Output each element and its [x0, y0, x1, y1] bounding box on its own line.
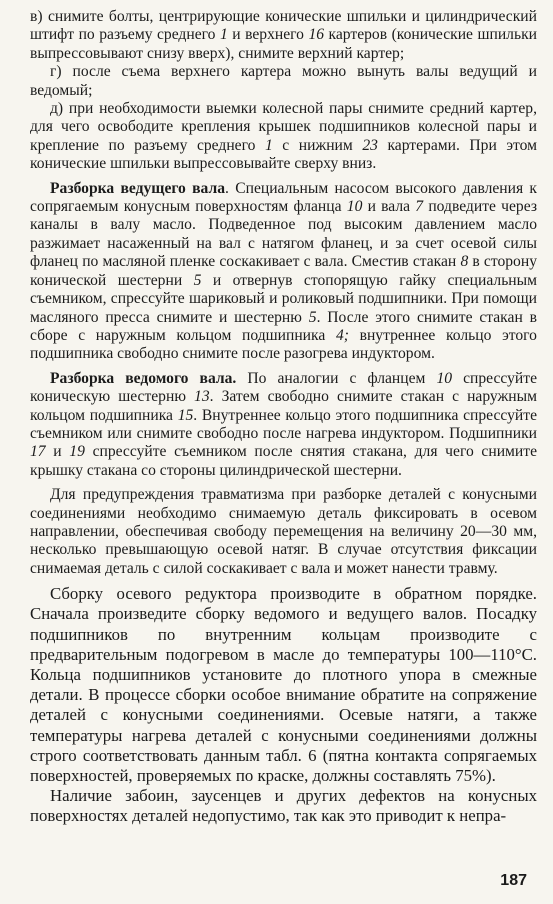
list-item-d: д) при необходимости выемки колесной пары снимите средний картер, для чего освободите крепления крышек подшипников колесной пары и крепление по разъему среднего 1 с нижним 23 картерами. При этом конические шпильки выпрессовывайте сверху вниз. [30, 100, 538, 173]
page-number: 187 [500, 872, 527, 889]
paragraph-safety: Для предупреждения травматизма при разборке деталей с конусными соединениями необходимо снимаемую деталь фиксировать в осевом направлении, обеспечивая свободу перемещения на величину 20—30 мм, несколько превышающую осевой натяг. В случае отсутствия фиксации снимаемая деталь с силой соскакивает с вала и может нанести травму. [30, 486, 537, 577]
list-item-v: в) снимите болты, центрирующие конические шпильки и цилиндрический штифт по разъему среднего 1 и верхнего 16 картеров (конические шпильки выпрессовывают снизу вверх), снимите верхний картер; [30, 8, 537, 62]
paragraph-driven-shaft: Разборка ведомого вала. По аналогии с фланцем 10 спрессуйте коническую шестерню 13. Затем свободно снимите стакан с наружным кольцом подшипника 15. Внутреннее кольцо этого подшипника спрессуйте съемником или снимите свободно после нагрева индуктором. Подшипники 17 и 19 спрессуйте съемником после снятия стакана, для чего снимите крышку стакана со стороны цилиндрической шестерни. [30, 369, 537, 479]
section-main-print [30, 584, 537, 826]
heading-driven-shaft: Разборка ведомого вала. [50, 369, 237, 387]
section-small-print [30, 8, 537, 578]
paragraph-defects: Наличие забоин, заусенцев и других дефектов на конусных поверхностях деталей недопустимо, так как это приводит к непра- [30, 786, 537, 826]
heading-drive-shaft: Разборка ведущего вала [50, 179, 226, 197]
paragraph-drive-shaft: Разборка ведущего вала. Специальным насосом высокого давления к сопрягаемым конусным поверхностям фланца 10 и вала 7 подведите через каналы в валу масло. Подведенное под высоким давлением масло разжимает насаженный на вал с натягом фланец, и за счет осевой силы фланец по масляной пленке соскакивает с вала. Сместив стакан 8 в сторону конической шестерни 5 и отвернув стопорящую гайку специальным съемником, спрессуйте шариковый и роликовый подшипники. При помощи масляного пресса снимите и шестерню 5. После этого снимите стакан в сборе с наружным кольцом подшипника 4; внутреннее кольцо этого подшипника свободно снимите после разогрева индуктором. [30, 179, 537, 363]
list-item-g: г) после съема верхнего картера можно вынуть валы ведущий и ведомый; [30, 63, 537, 99]
paragraph-assembly: Сборку осевого редуктора производите в обратном порядке. Сначала произведите сборку ведомого и ведущего валов. Посадку подшипников по внутренним кольцам производите с предварительным подогревом в масле до температуры 100—110°С. Кольца подшипников установите до плотного упора в смежные детали. В процессе сборки особое внимание обратите на сопряжение деталей с конусными соединениями. Осевые натяги, а также температуры нагрева деталей с конусными соединениями должны строго соответствовать данным табл. 6 (пятна контакта сопрягаемых поверхностей, проверяемых по краске, должны составлять 75%). [30, 584, 537, 786]
